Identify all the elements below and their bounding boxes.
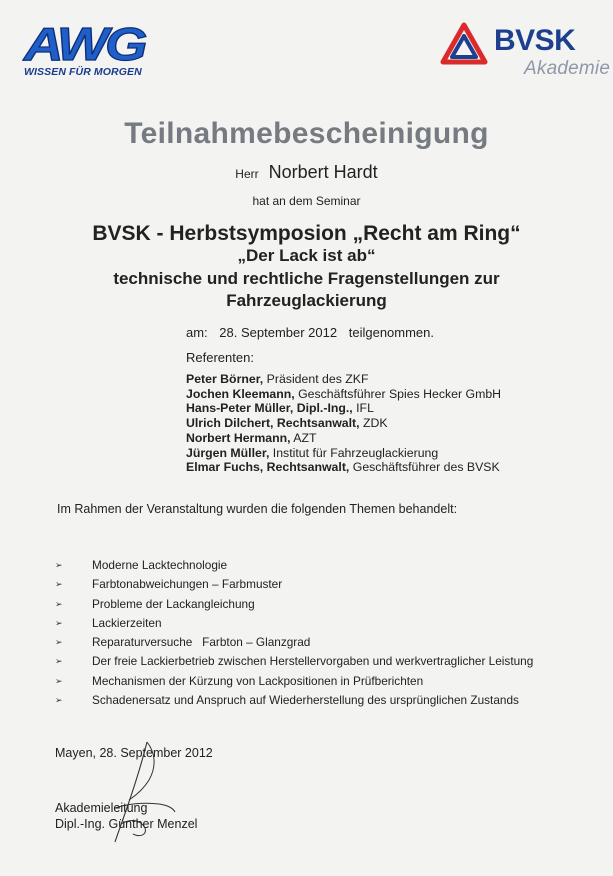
seminar-subtitle-3: Fahrzeuglackierung [226,291,387,310]
arrow-bullet-icon: ➢ [55,695,63,706]
referent-role: Präsident des ZKF [266,372,369,386]
arrow-bullet-icon: ➢ [55,656,63,667]
date-line [186,325,442,340]
referent-item [186,431,501,446]
awg-tagline: WISSEN FÜR MORGEN [24,66,142,78]
referents-label: Referenten: [186,350,254,365]
arrow-bullet-icon: ➢ [55,560,63,570]
referent-item [186,460,501,475]
referent-item [186,372,501,387]
arrow-bullet-icon: ➢ [55,579,63,590]
referent-item [186,446,501,461]
referent-role: Geschäftsführer des BVSK [352,460,500,475]
referent-role: Geschäftsführer Spies Hecker GmbH [298,386,502,401]
referent-role: IFL [356,401,374,416]
arrow-bullet-icon: ➢ [55,598,63,609]
signature-title: Akademieleitung [55,801,148,815]
recipient-line [0,162,613,183]
referent-role: AZT [293,430,317,445]
themes-intro: Im Rahmen der Veranstaltung wurden die folgenden Themen behandelt: [57,502,458,516]
referent-item [186,387,501,402]
referent-name: Peter Börner, [186,372,264,386]
awg-logo-icon [22,22,147,66]
referent-item [186,416,501,431]
topic-text: Der freie Lackierbetrieb zwischen Herstellervorgaben und werkvertraglicher Leistung [92,654,534,669]
participant-name: Norbert Hardt [268,162,378,182]
referent-role: Institut für Fahrzeuglackierung [272,445,439,460]
seminar-subtitle-2: technische und rechtliche Fragenstellungen zur [113,269,500,288]
arrow-bullet-icon: ➢ [55,617,63,628]
topic-text: Moderne Lacktechnologie [92,558,228,572]
topic-text: Probleme der Lackangleichung [92,596,255,611]
referent-name: Norbert Hermann, [186,430,291,445]
referents-list [186,372,501,475]
date-value: 28. September 2012 [219,325,338,340]
signature-name: Dipl.-Ing. Günther Menzel [55,817,198,831]
referent-item [186,401,501,416]
seminar-subtitle-1: „Der Lack ist ab“ [237,246,376,265]
referent-role: ZDK [363,416,388,431]
arrow-bullet-icon: ➢ [55,637,63,648]
handwritten-signature-icon [85,738,195,848]
salutation: Herr [235,167,259,181]
page-title: Teilnahmebescheinigung [124,117,489,150]
awg-logo-text: AWG [22,22,147,66]
referent-name: Elmar Fuchs, Rechtsanwalt, [186,460,350,475]
date-label: am: [186,325,208,340]
awg-logo [22,22,147,80]
bvsk-logo-subtitle: Akademie [524,58,611,79]
bvsk-triangle-icon [440,22,488,66]
referent-name: Hans-Peter Müller, Dipl.-Ing., [186,401,353,416]
seminar-title: BVSK - Herbstsymposion „Recht am Ring“ [92,222,521,245]
intro-text: hat an dem Seminar [252,194,361,208]
topic-text: Schadenersatz und Anspruch auf Wiederherstellung des ursprünglichen Zustands [92,693,519,708]
signature-place-date: Mayen, 28. September 2012 [55,746,213,760]
topic-text: Farbtonabweichungen – Farbmuster [92,577,283,592]
topic-text: Lackierzeiten [92,615,162,630]
referent-name: Jürgen Müller, [186,445,270,460]
arrow-bullet-icon: ➢ [55,675,63,686]
topic-text: Reparaturversuche Farbton – Glanzgrad [92,635,311,650]
bvsk-logo-text: BVSK [494,24,576,57]
referent-name: Ulrich Dilchert, Rechtsanwalt, [186,416,360,431]
referent-name: Jochen Kleemann, [186,386,295,401]
date-suffix: teilgenommen. [348,325,435,340]
bvsk-logo [440,20,611,82]
topic-text: Mechanismen der Kürzung von Lackpositionen in Prüfberichten [92,673,424,688]
